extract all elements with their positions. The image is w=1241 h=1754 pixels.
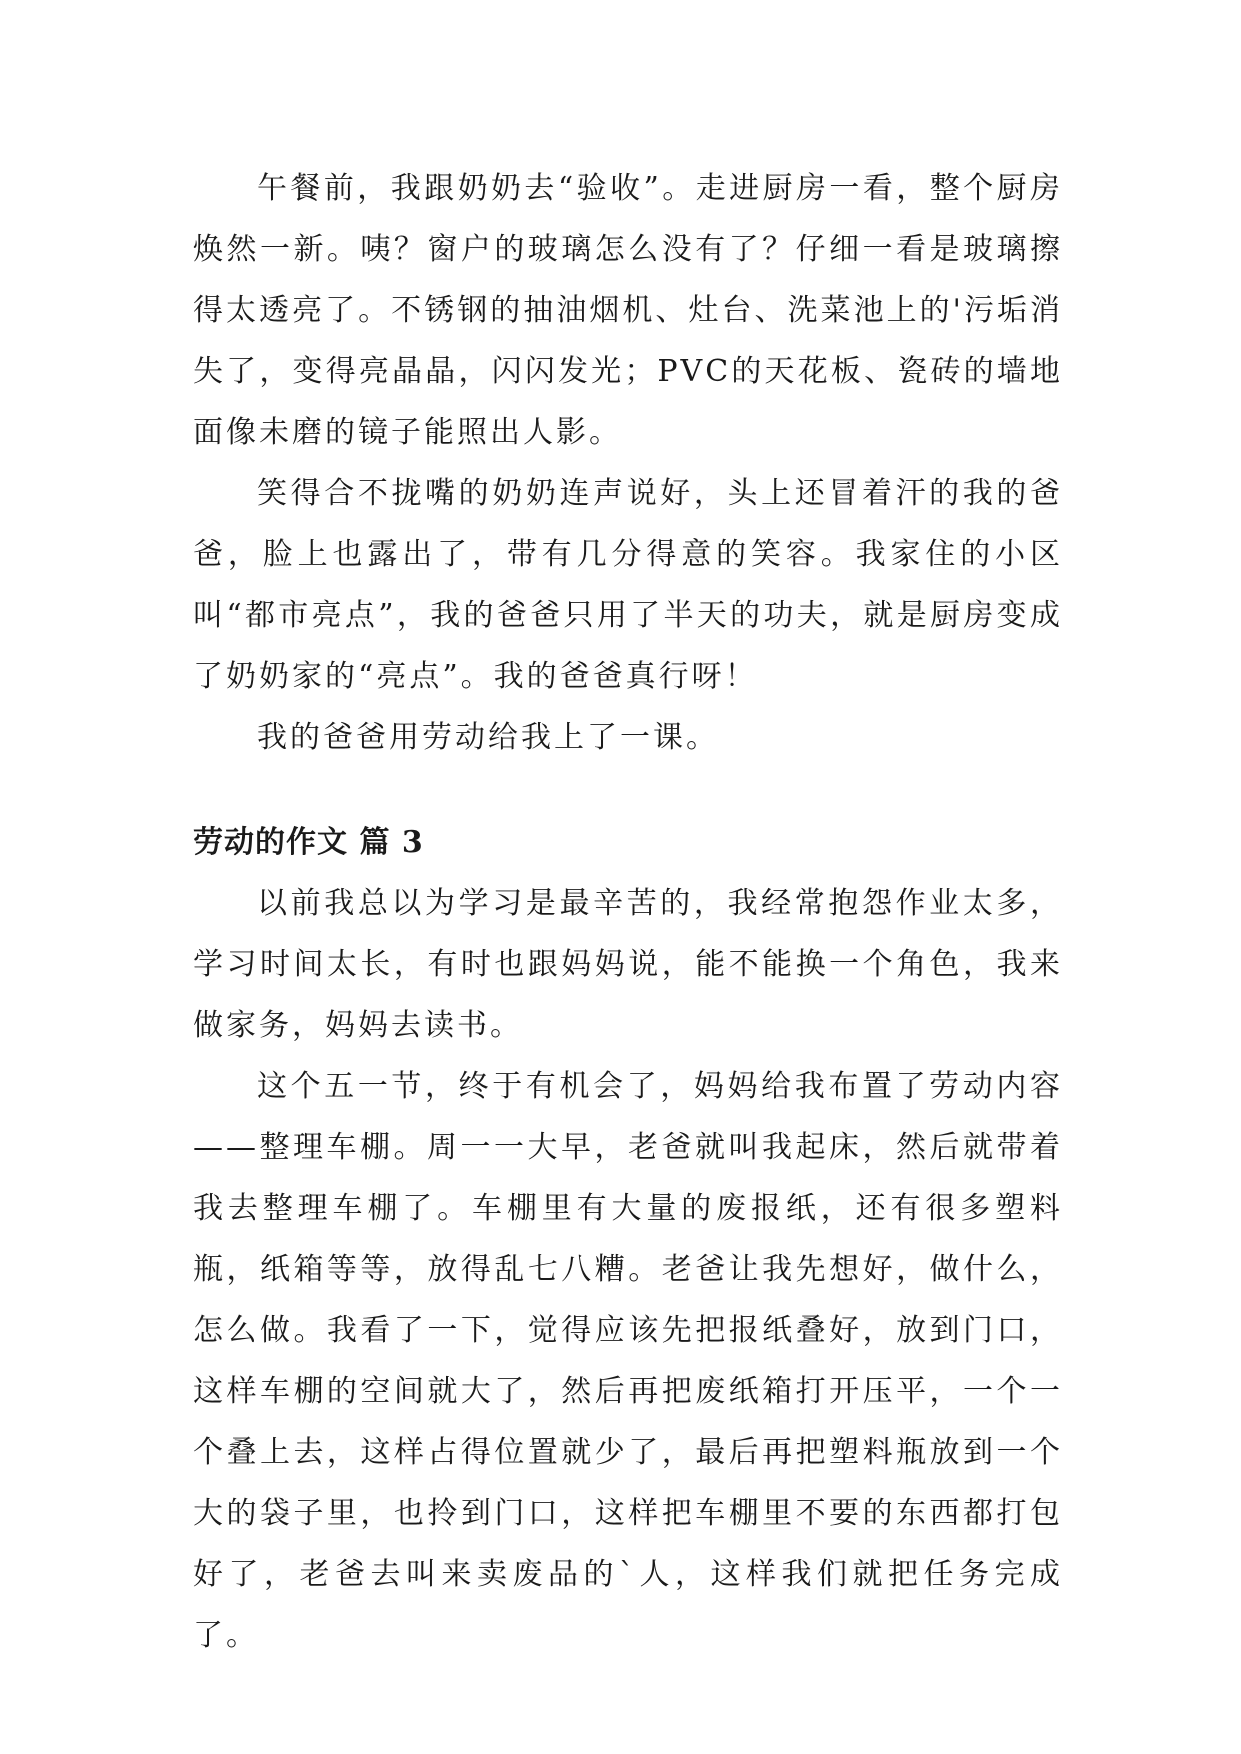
document-page [193,158,1063,1666]
section-heading: 劳动的作文 篇 3 [193,825,424,860]
paragraph-lesson: 我的爸爸用劳动给我上了一课。 [257,720,719,755]
paragraph-study-complaint: 以前我总以为学习是最辛苦的，我经常抱怨作业太多，学习时间太长，有时也跟妈妈说，能不能换一个角色，我来做家务，妈妈去读书。 [193,886,1063,1043]
paragraph-shed-cleanup: 这个五一节，终于有机会了，妈妈给我布置了劳动内容——整理车棚。周一一大早，老爸就叫我起床，然后就带着我去整理车棚了。车棚里有大量的废报纸，还有很多塑料瓶，纸箱等等，放得乱七八糟。老爸让我先想好，做什么，怎么做。我看了一下，觉得应该先把报纸叠好，放到门口，这样车棚的空间就大了，然后再把废纸箱打开压平，一个一个叠上去，这样占得位置就少了，最后再把塑料瓶放到一个大的袋子里，也拎到门口，这样把车棚里不要的东西都打包好了，老爸去叫来卖废品的`人，这样我们就把任务完成了。 [193,1069,1063,1653]
paragraph-kitchen-inspection: 午餐前，我跟奶奶去“验收”。走进厨房一看，整个厨房焕然一新。咦？窗户的玻璃怎么没有了？仔细一看是玻璃擦得太透亮了。不锈钢的抽油烟机、灶台、洗菜池上的'污垢消失了，变得亮晶晶，闪闪发光；PVC的天花板、瓷砖的墙地面像未磨的镜子能照出人影。 [193,171,1063,450]
paragraph-grandma-praise: 笑得合不拢嘴的奶奶连声说好，头上还冒着汗的我的爸爸，脸上也露出了，带有几分得意的笑容。我家住的小区叫“都市亮点”，我的爸爸只用了半天的功夫，就是厨房变成了奶奶家的“亮点”。我的爸爸真行呀！ [193,476,1063,694]
